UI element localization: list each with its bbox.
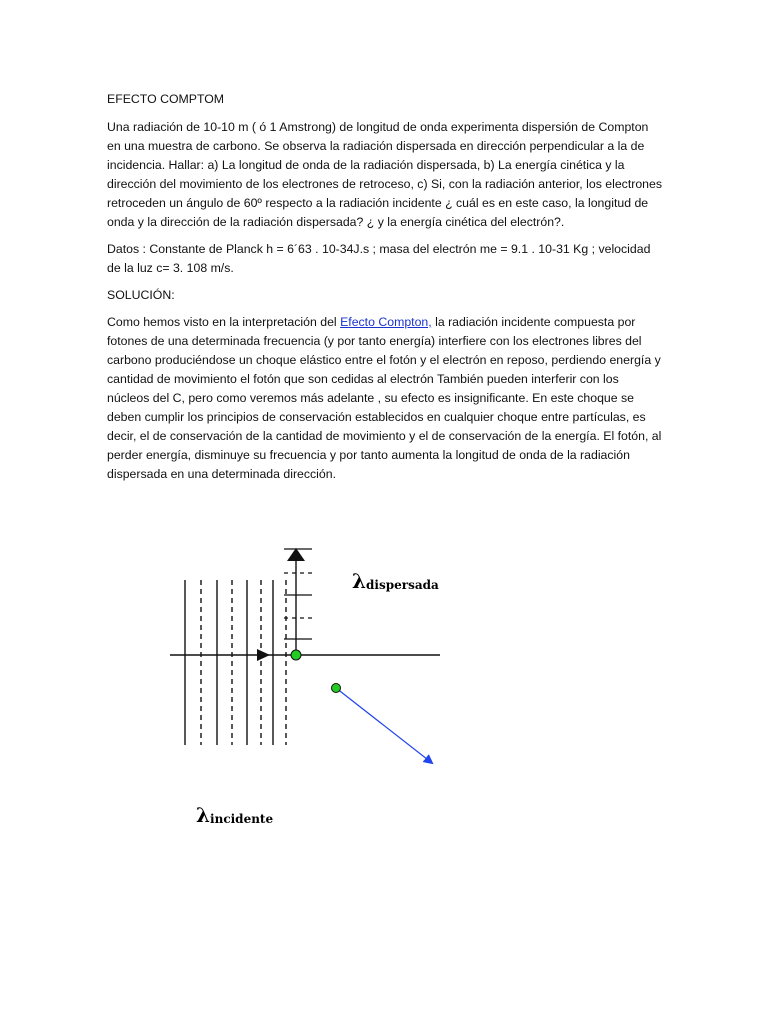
incident-wavefronts xyxy=(185,580,286,745)
label-dispersada: dispersada xyxy=(366,578,439,592)
solution-paragraph xyxy=(107,313,662,484)
scattered-wavefronts xyxy=(284,549,312,639)
incident-arrow-icon xyxy=(257,649,270,661)
label-lambda-incidente xyxy=(196,803,273,827)
electron-path xyxy=(336,688,432,763)
lambda-symbol-incidente: λ xyxy=(196,803,211,827)
recoil-electron xyxy=(332,684,341,693)
scattered-arrow-icon xyxy=(287,548,305,561)
efecto-compton-link[interactable]: Efecto Compton, xyxy=(340,315,432,329)
lambda-symbol-dispersada: λ xyxy=(352,569,367,593)
document-title: EFECTO COMPTOM xyxy=(107,92,225,106)
problem-statement: Una radiación de 10-10 m ( ó 1 Amstrong) de longitud de onda experimenta dispersión de Compton en una muestra de carbono. Se observa la radiación dispersada en dirección perpendicular a la de incidencia. Hallar: a) La longitud de onda de la radiación dispersada, b) La energía cinética y la dirección del movimiento de los electrones de retroceso, c) Si, con la radiación anterior, los electrones retroceden un ángulo de 60º respecto a la radiación incidente ¿ cuál es en este caso, la longitud de onda y la dirección de la radiación dispersada? ¿ y la energía cinética del electrón?. xyxy=(107,120,663,229)
solution-intro: Como hemos visto en la interpretación del xyxy=(107,315,341,329)
label-incidente: incidente xyxy=(210,812,274,826)
solution-rest: la radiación incidente compuesta por fotones de una determinada frecuencia (y por tanto energía) interfiere con los electrones libres del carbono produciéndose un choque elástico entre el fotón y el electrón en reposo, perdiendo energía y cantidad de movimiento el fotón que son cedidas al electrón También pueden interferir con los núcleos del C, pero como veremos más adelante , su efecto es insignificante. En este choque se deben cumplir los principios de conservación establecidos en cualquier choque entre partículas, es decir, el de conservación de la cantidad de movimiento y el de conservación de la energía. El fotón, al perder energía, disminuye su frecuencia y por tanto aumenta la longitud de onda de la radiación dispersada en una determinada dirección. xyxy=(107,315,662,481)
collision-particle xyxy=(291,650,301,660)
given-data: Datos : Constante de Planck h = 6´63 . 10-34J.s ; masa del electrón me = 9.1 . 10-31 Kg ; velocidad de la luz c= 3. 108 m/s. xyxy=(107,242,651,275)
label-lambda-dispersada xyxy=(352,569,439,593)
compton-diagram xyxy=(160,535,460,835)
document-body xyxy=(107,90,662,492)
solution-heading: SOLUCIÓN: xyxy=(107,288,175,302)
